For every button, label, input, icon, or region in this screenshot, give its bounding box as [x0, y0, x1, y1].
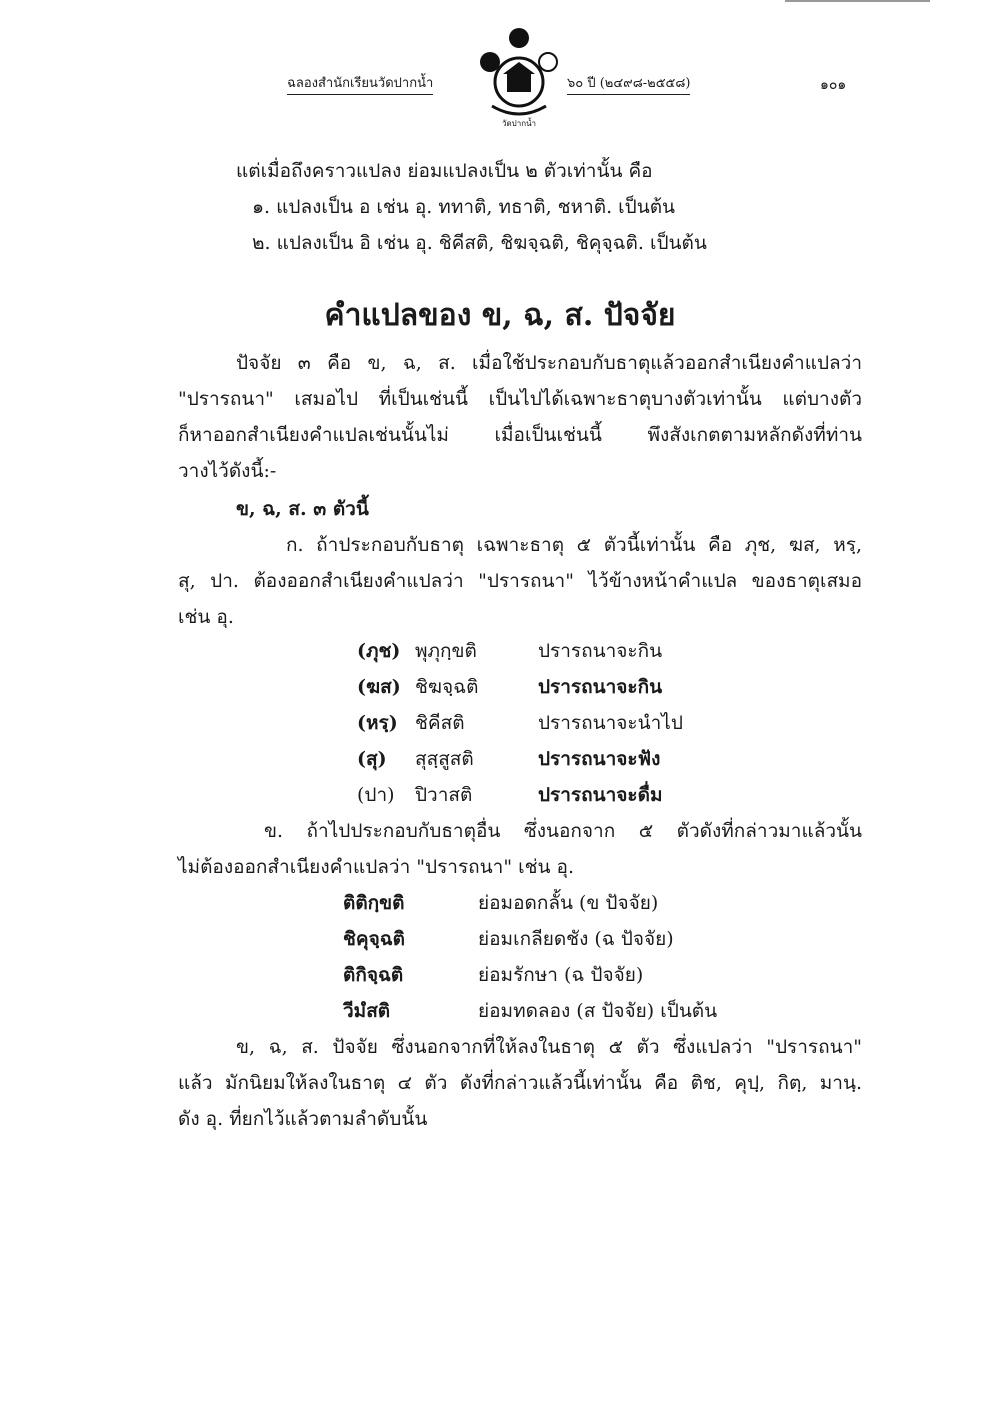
example-meaning: ปรารถนาจะนำไป	[538, 712, 683, 734]
example-b-meaning: ย่อมอดกลั้น (ข ปัจจัย)	[478, 892, 659, 914]
example-b-word: วีมํสติ	[343, 1000, 391, 1022]
example-root: (ฆส)	[357, 676, 401, 698]
paragraph-line: วางไว้ดังนี้:-	[178, 460, 277, 482]
example-meaning: ปรารถนาจะดื่ม	[538, 784, 663, 806]
rule-a-line: ก. ถ้าประกอบกับธาตุ เฉพาะธาตุ ๕ ตัวนี้เท่านั้น คือ ภุช, ฆส, หรฺ,	[286, 534, 862, 556]
paragraph-line: "ปรารถนา" เสมอไป ที่เป็นเช่นนี้ เป็นไปได้เฉพาะธาตุบางตัวเท่านั้น แต่บางตัว	[178, 388, 862, 410]
example-word: ชิคีสติ	[415, 712, 465, 734]
example-b-meaning: ย่อมทดลอง (ส ปัจจัย) เป็นต้น	[478, 1000, 718, 1022]
example-meaning: ปรารถนาจะฟัง	[538, 748, 661, 770]
section-heading: คำแปลของ ข, ฉ, ส. ปัจจัย	[324, 298, 676, 333]
example-word: พุภุกฺขติ	[415, 640, 477, 662]
rule-a-line: สุ, ปา. ต้องออกสำเนียงคำแปลว่า "ปรารถนา" ไว้ข้างหน้าคำแปล ของธาตุเสมอ	[178, 570, 862, 592]
rule-a-line: เช่น อุ.	[178, 606, 234, 628]
top-edge-line	[785, 0, 930, 2]
intro-item-1: ๑. แปลงเป็น อ เช่น อุ. ททาติ, ทธาติ, ชหาติ. เป็นต้น	[252, 196, 676, 218]
paragraph-line: ก็หาออกสำเนียงคำแปลเช่นนั้นไม่ เมื่อเป็นเช่นนี้ พึงสังเกตตามหลักดังที่ท่าน	[178, 424, 862, 446]
rule-b-line: ไม่ต้องออกสำเนียงคำแปลว่า "ปรารถนา" เช่น อุ.	[178, 856, 574, 878]
example-root: (หรฺ)	[357, 712, 398, 734]
header-left-text: ฉลองสำนักเรียนวัดปากน้ำ	[287, 72, 433, 95]
example-b-meaning: ย่อมรักษา (ฉ ปัจจัย)	[478, 964, 644, 986]
sub-heading: ข, ฉ, ส. ๓ ตัวนี้	[236, 498, 369, 520]
example-root: (ปา)	[357, 784, 395, 806]
page-number: ๑๐๑	[820, 77, 847, 93]
example-b-word: ชิคุจฺฉติ	[343, 928, 406, 950]
intro-item-2: ๒. แปลงเป็น อิ เช่น อุ. ชิคีสติ, ชิฆจฺฉติ, ชิคุจฺฉติ. เป็นต้น	[252, 232, 707, 254]
example-root: (ภุช)	[357, 640, 401, 662]
example-word: ชิฆจฺฉติ	[415, 676, 479, 698]
example-b-meaning: ย่อมเกลียดชัง (ฉ ปัจจัย)	[478, 928, 674, 950]
paragraph-line: ปัจจัย ๓ คือ ข, ฉ, ส. เมื่อใช้ประกอบกับธาตุแล้วออกสำเนียงคำแปลว่า	[236, 352, 862, 374]
example-b-word: ติกิจฺฉติ	[343, 964, 404, 986]
example-root: (สุ)	[357, 748, 387, 770]
example-b-word: ติติกฺขติ	[343, 892, 405, 914]
example-word: สุสฺสูสติ	[415, 748, 474, 770]
example-meaning: ปรารถนาจะกิน	[538, 676, 663, 698]
svg-text:วัดปากน้ำ: วัดปากน้ำ	[501, 119, 537, 128]
rule-b-line: ข. ถ้าไปประกอบกับธาตุอื่น ซึ่งนอกจาก ๕ ตัวดังที่กล่าวมาแล้วนั้น	[264, 820, 862, 842]
emblem-logo	[478, 22, 560, 132]
final-paragraph-line: แล้ว มักนิยมให้ลงในธาตุ ๔ ตัว ดังที่กล่าวแล้วนี้เท่านั้น คือ ติช, คุปฺ, กิตฺ, มานฺ.	[178, 1072, 862, 1094]
header-right-text: ๖๐ ปี (๒๔๙๘-๒๕๕๘)	[567, 72, 690, 95]
final-paragraph-line: ข, ฉ, ส. ปัจจัย ซึ่งนอกจากที่ให้ลงในธาตุ ๕ ตัว ซึ่งแปลว่า "ปรารถนา"	[236, 1036, 862, 1058]
intro-line: แต่เมื่อถึงคราวแปลง ย่อมแปลงเป็น ๒ ตัวเท่านั้น คือ	[236, 160, 653, 182]
example-word: ปิวาสติ	[415, 784, 473, 806]
example-meaning: ปรารถนาจะกิน	[538, 640, 663, 662]
final-paragraph-line: ดัง อุ. ที่ยกไว้แล้วตามลำดับนั้น	[178, 1108, 428, 1130]
